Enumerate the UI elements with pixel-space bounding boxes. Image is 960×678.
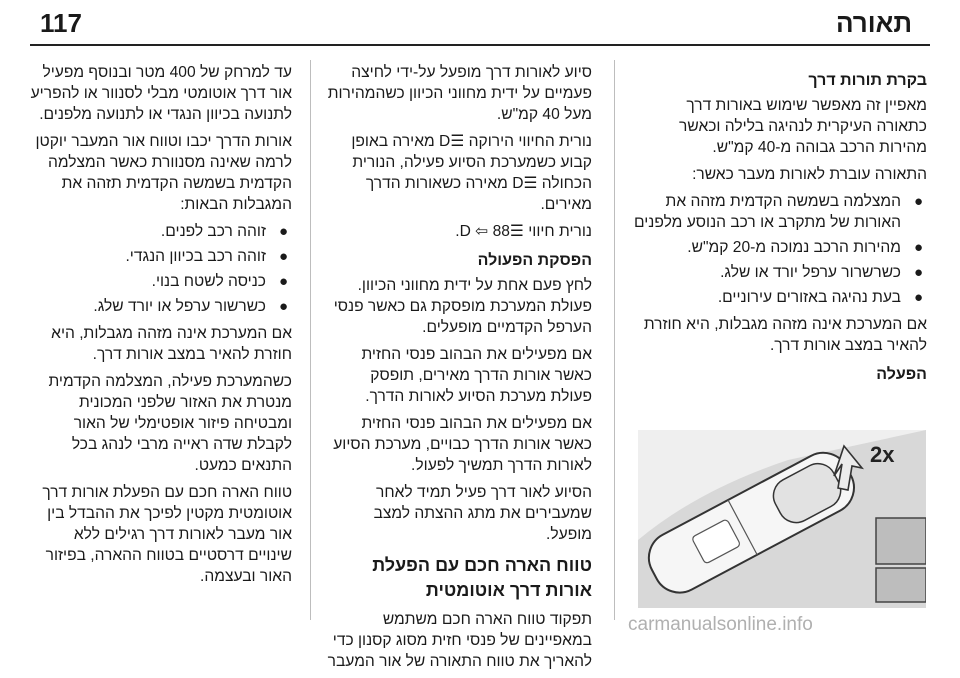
watermark: carmanualsonline.info	[628, 614, 813, 635]
paragraph: תפקוד טווח הארה חכם משתמש במאפיינים של פנסי חזית מסוג קסנון כדי להאריך את טווח התאורה של אור המעבר	[327, 611, 592, 670]
list-item: ● כשרשרור ערפל יורד או שלג.	[720, 264, 923, 281]
bullet-icon: ●	[278, 223, 288, 240]
right-column	[632, 62, 927, 389]
paragraph: סיוע לאורות דרך מופעל על-ידי לחיצה פעמיים על ידית מחווני הכיוון כשהמהירות מעל 40 קמ"ש.	[327, 64, 592, 123]
list-item: ● מהירות הרכב נמוכה מ-20 קמ"ש.	[687, 239, 923, 256]
paragraph: אם המערכת אינה מזהה מגבלות, היא חוזרת להאיר במצב אורות דרך.	[51, 325, 292, 363]
bullet-list	[30, 221, 292, 317]
left-column	[30, 62, 292, 593]
turn-signal-stalk-illustration	[638, 430, 926, 608]
section-heading-high-beam-control: בקרת תורות דרך	[808, 72, 927, 89]
middle-column	[326, 62, 592, 678]
bullet-icon: ●	[913, 264, 923, 281]
bullet-icon: ●	[913, 193, 923, 210]
section-heading-activation: הפעלה	[876, 366, 927, 383]
bullet-icon: ●	[278, 248, 288, 265]
bullet-icon: ●	[913, 239, 923, 256]
list-item: ● זוהה רכב בכיוון הנגדי.	[125, 248, 288, 265]
bullet-icon: ●	[913, 289, 923, 306]
list-item: ● בעת נהיגה באזורים עירוניים.	[717, 289, 923, 306]
paragraph: עד למרחק של 400 מטר ובנוסף מפעיל אור דרך אוטומטי מבלי לסנוור או להפריע לתנועה בכיוון הנגדי או לתנועה מלפנים.	[30, 64, 292, 123]
list-item: ● כשרשור ערפל או יורד שלג.	[93, 298, 288, 315]
list-item: ● זוהה רכב לפנים.	[160, 223, 288, 240]
paragraph: מאפיין זה מאפשר שימוש באורות דרך כתאורה העיקרית לנהיגה בלילה וכאשר מהירות הרכב גבוהה מ-40 קמ"ש.	[679, 97, 927, 156]
bullet-icon: ●	[278, 298, 288, 315]
paragraph: כשהמערכת פעילה, המצלמה הקדמית מנטרת את האזור שלפני המכונית ומבטיחה פיזור אופטימלי של האור לקבלת שדה ראייה מרבי לנהג בכל התנאים כמעט.	[48, 373, 292, 474]
double-press-label: 2x	[870, 442, 895, 467]
section-heading-intelligent-light-range: טווח הארה חכם עם הפעלת אורות דרך אוטומטית	[372, 555, 592, 600]
paragraph: נורית החיווי הירוקה ☰D מאירה באופן קבוע כשמערכת הסיוע פעילה, הנורית הכחולה ☰D מאירה כשאורות הדרך מאירים.	[351, 133, 592, 213]
section-heading-deactivation: הפסקת הפעולה	[477, 252, 592, 269]
column-divider	[614, 60, 615, 620]
paragraph: אם המערכת אינה מזהה מגבלות, היא חוזרת להאיר במצב אורות דרך.	[643, 316, 927, 354]
paragraph: טווח הארה חכם עם הפעלת אורות דרך אוטומטית מקטין לפיכך את ההבדל בין אור מעבר לאורות דרך רגילים ללא שינויים דרסטיים בטווח ההארה, בפיזור האור ובעצמה.	[42, 484, 292, 585]
list-item: ● המצלמה בשמשה הקדמית מזהה את האורות של מתקרב או רכב הנוסע מלפנים	[633, 193, 923, 231]
page-title: תאורה	[835, 8, 912, 38]
bullet-icon: ●	[278, 273, 288, 290]
paragraph: אם מפעילים את הבהוב פנסי החזית כאשר אורות הדרך כבויים, מערכת הסיוע לאורות הדרך תמשיך לפעול.	[333, 415, 592, 474]
paragraph: אורות הדרך יכבו וטווח אור המעבר יוקטן לרמה שאינה מסנוורת כאשר המצלמה הקדמית בשמשה הקדמית תזהה את המגבלות הבאות:	[35, 133, 292, 213]
bullet-list	[632, 191, 927, 308]
page-number: 117	[40, 8, 82, 38]
paragraph: הסיוע לאור דרך פעיל תמיד לאחר שמעבירים את מתג ההצתה למצב מופעל.	[373, 484, 592, 543]
paragraph: נורית חיווי ☰D ⇦ 88.	[455, 223, 592, 240]
paragraph: התאורה עוברת לאורות מעבר כאשר:	[692, 166, 927, 183]
list-item: ● כניסה לשטח בנוי.	[151, 273, 288, 290]
header-rule	[30, 44, 930, 46]
column-divider	[310, 60, 311, 620]
paragraph: לחץ פעם אחת על ידית מחווני הכיוון. פעולת המערכת מופסקת גם כאשר פנסי הערפל הקדמיים מופעלים.	[333, 277, 592, 336]
paragraph: אם מפעילים את הבהוב פנסי החזית כאשר אורות הדרך מאירים, תופסק פעולת מערכת הסיוע לאורות הדרך.	[361, 346, 592, 405]
page-header	[30, 8, 930, 38]
